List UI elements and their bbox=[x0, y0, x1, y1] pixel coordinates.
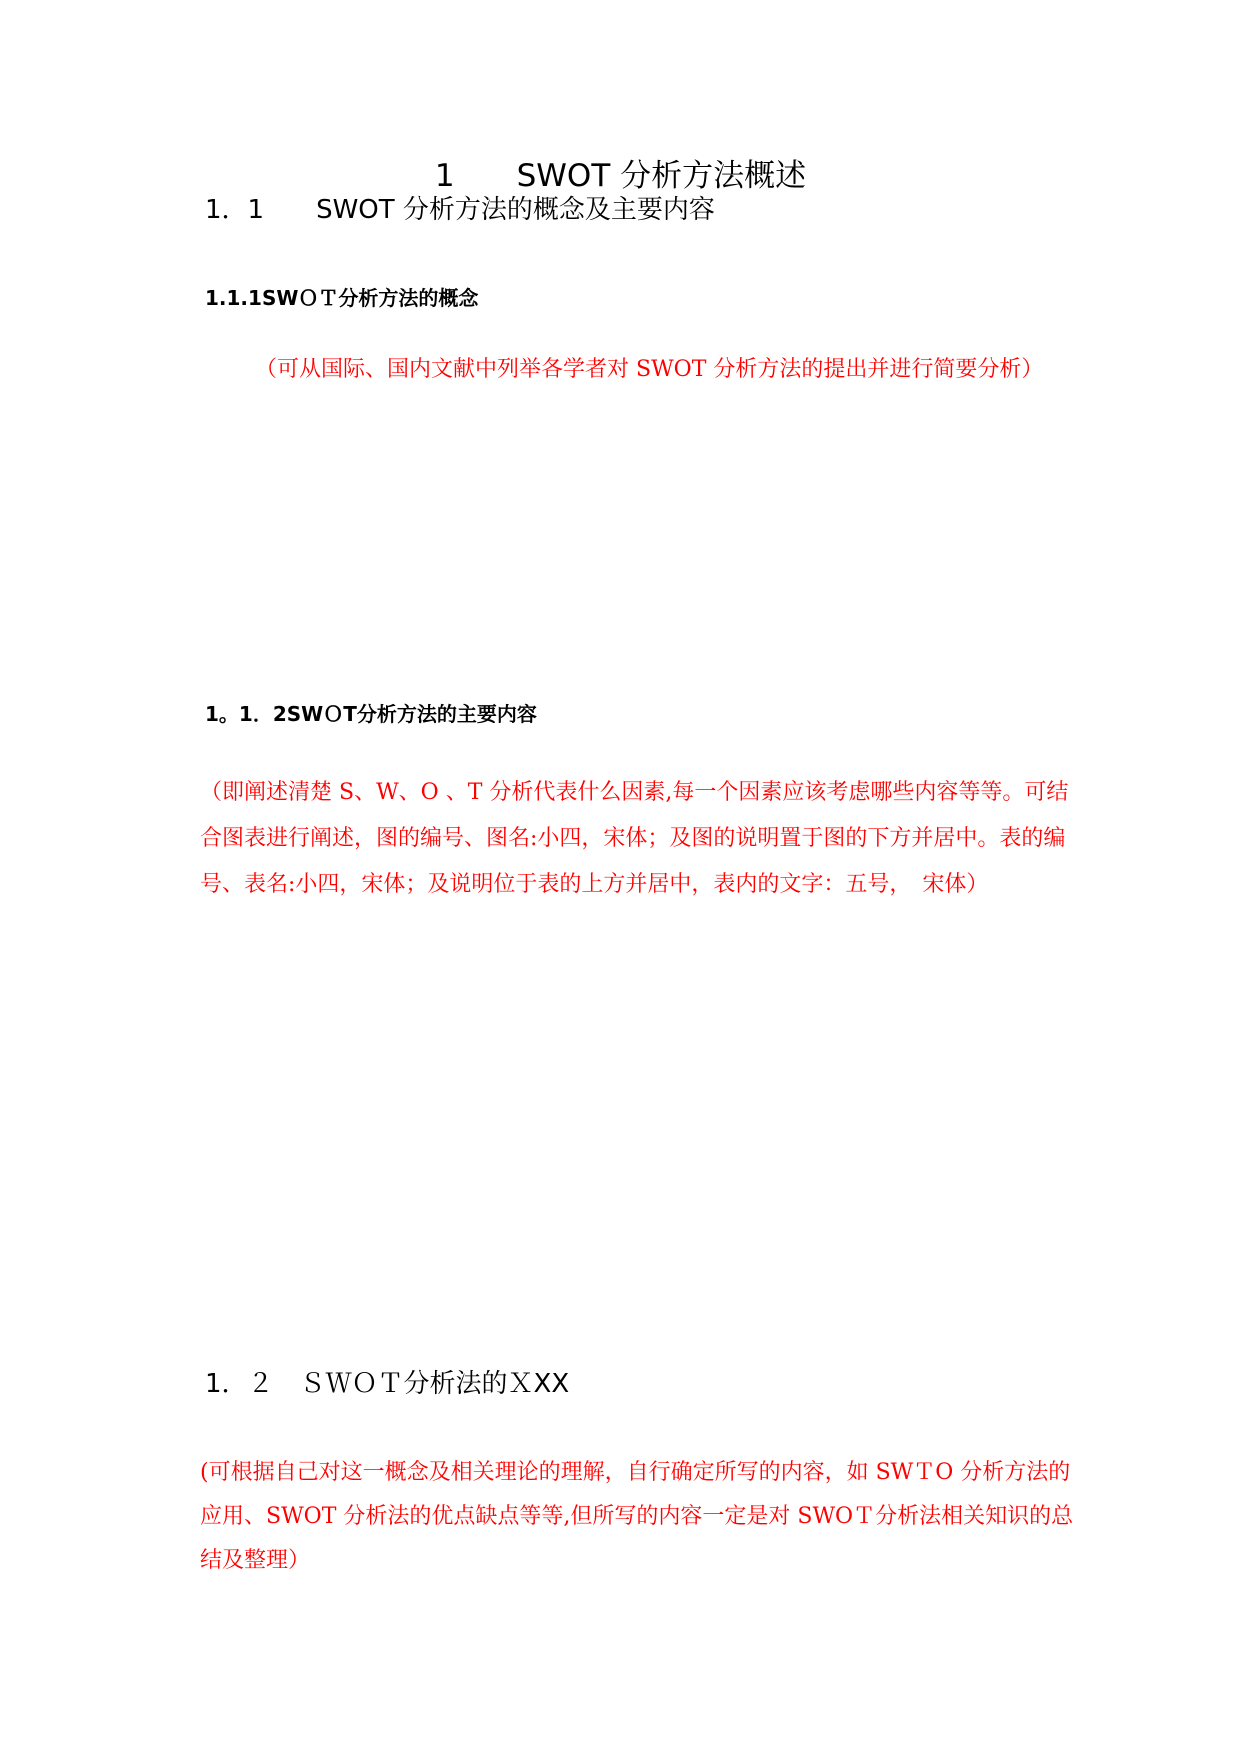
guidance-note-1-1-1: （可从国际、国内文献中列举各学者对 SWOT 分析方法的提出并进行简要分析） bbox=[255, 357, 1044, 382]
subsection-heading-1-1-1: 1.1.1SWＯＴ分析方法的概念 bbox=[205, 286, 479, 310]
section-heading-1-1: 1．1 SWOT 分析方法的概念及主要内容 bbox=[205, 195, 715, 225]
guidance-note-1-2: (可根据自己对这一概念及相关理论的理解，自行确定所写的内容，如 SWＴO 分析方法的应用、SWOT 分析法的优点缺点等等,但所写的内容一定是对 SWOＴ分析法相关知识的总结及整理） bbox=[200, 1460, 1074, 1573]
subsection-heading-1-1-2: 1。1．2SWＯT分析方法的主要内容 bbox=[205, 702, 537, 726]
chapter-title: 1 SWOT 分析方法概述 bbox=[434, 158, 807, 194]
section-heading-1-2: 1．２ ＳＷＯＴ分析法的ＸXX bbox=[205, 1369, 570, 1399]
guidance-note-1-1-2: （即阐述清楚 S、W、O 、T 分析代表什么因素,每一个因素应该考虑哪些内容等等。可结合图表进行阐述，图的编号、图名:小四，宋体；及图的说明置于图的下方并居中。表的编号、表名:小四，宋体；及说明位于表的上方并居中，表内的文字：五号， 宋体） bbox=[200, 780, 1069, 897]
